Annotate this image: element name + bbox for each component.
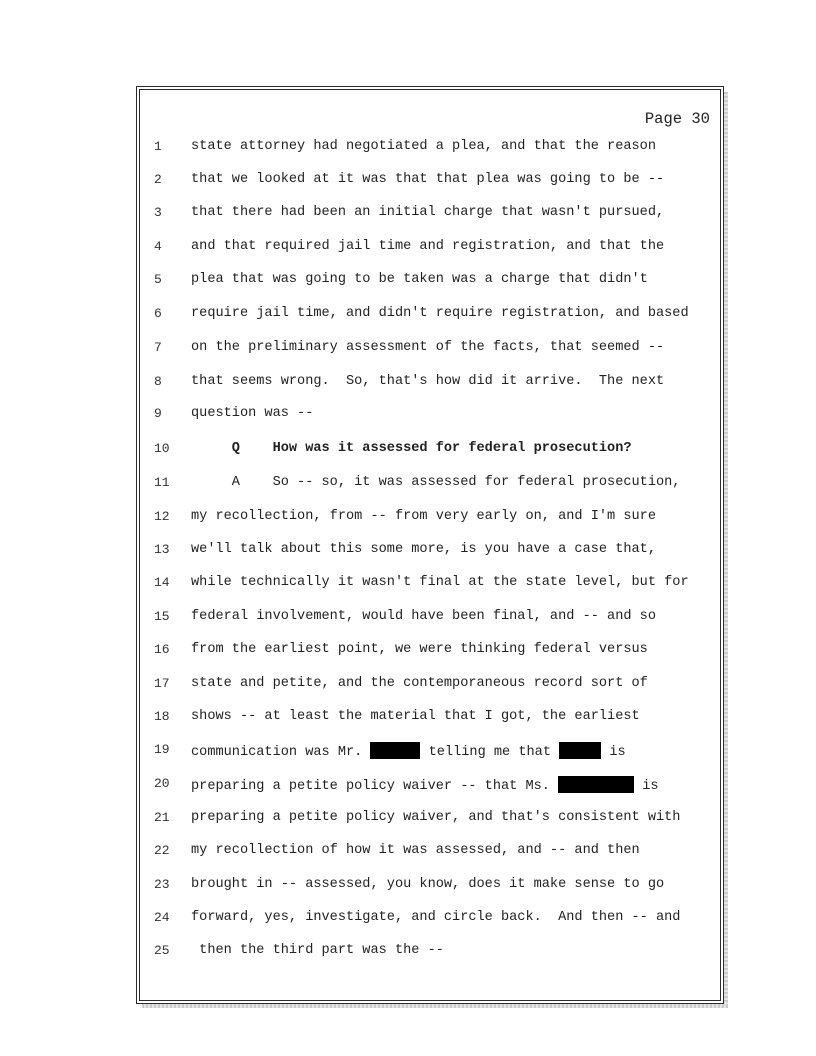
transcript-line bbox=[0, 843, 816, 863]
line-number: 15 bbox=[154, 609, 170, 624]
line-text: and that required jail time and registration, and that the bbox=[191, 239, 665, 254]
line-number: 14 bbox=[154, 575, 170, 590]
line-number: 11 bbox=[154, 475, 170, 490]
transcript-line bbox=[0, 509, 816, 529]
line-text: from the earliest point, we were thinking federal versus bbox=[191, 642, 648, 657]
redaction-box bbox=[558, 776, 634, 793]
line-text: that there had been an initial charge that wasn't pursued, bbox=[191, 205, 665, 220]
line-number: 10 bbox=[154, 441, 170, 456]
line-text: question was -- bbox=[191, 406, 314, 421]
line-number: 16 bbox=[154, 642, 170, 657]
line-text: forward, yes, investigate, and circle back. And then -- and bbox=[191, 910, 681, 925]
transcript-line bbox=[0, 575, 816, 595]
line-text: my recollection of how it was assessed, and -- and then bbox=[191, 843, 640, 858]
line-number: 13 bbox=[154, 542, 170, 557]
line-number: 12 bbox=[154, 509, 170, 524]
transcript-line bbox=[0, 406, 816, 426]
transcript-line bbox=[0, 340, 816, 360]
question-text: Q How was it assessed for federal prosecution? bbox=[191, 441, 632, 456]
line-text: communication was Mr. telling me that is bbox=[191, 742, 626, 760]
line-number: 23 bbox=[154, 877, 170, 892]
line-number: 24 bbox=[154, 910, 170, 925]
line-text: while technically it wasn't final at the state level, but for bbox=[191, 575, 689, 590]
line-number: 20 bbox=[154, 776, 170, 791]
transcript-line bbox=[0, 943, 816, 963]
line-text: preparing a petite policy waiver, and that's consistent with bbox=[191, 810, 681, 825]
line-text: that seems wrong. So, that's how did it arrive. The next bbox=[191, 374, 665, 389]
transcript-line bbox=[0, 205, 816, 225]
line-number: 6 bbox=[154, 306, 162, 321]
line-text: brought in -- assessed, you know, does it make sense to go bbox=[191, 877, 665, 892]
line-number: 7 bbox=[154, 340, 162, 355]
transcript-line bbox=[0, 910, 816, 930]
line-text: plea that was going to be taken was a charge that didn't bbox=[191, 272, 648, 287]
transcript-line bbox=[0, 776, 816, 796]
line-text: shows -- at least the material that I got, the earliest bbox=[191, 709, 640, 724]
redaction-box bbox=[370, 742, 420, 759]
transcript-line bbox=[0, 676, 816, 696]
transcript-line bbox=[0, 877, 816, 897]
page-number: Page 30 bbox=[644, 110, 710, 128]
line-number: 1 bbox=[154, 139, 162, 154]
transcript-line bbox=[0, 374, 816, 394]
transcript-line bbox=[0, 272, 816, 292]
transcript-line bbox=[0, 642, 816, 662]
page-border-shadow bbox=[142, 1004, 728, 1008]
line-number: 22 bbox=[154, 843, 170, 858]
answer-text: A So -- so, it was assessed for federal prosecution, bbox=[191, 475, 681, 490]
line-number: 17 bbox=[154, 676, 170, 691]
transcript-line bbox=[0, 239, 816, 259]
line-text: federal involvement, would have been final, and -- and so bbox=[191, 609, 656, 624]
line-number: 21 bbox=[154, 810, 170, 825]
transcript-line-question bbox=[0, 441, 816, 461]
line-number: 18 bbox=[154, 709, 170, 724]
line-text: state and petite, and the contemporaneous record sort of bbox=[191, 676, 648, 691]
line-number: 9 bbox=[154, 406, 162, 421]
transcript-line bbox=[0, 172, 816, 192]
line-number: 4 bbox=[154, 239, 162, 254]
line-text: on the preliminary assessment of the facts, that seemed -- bbox=[191, 340, 665, 355]
line-text: then the third part was the -- bbox=[191, 943, 444, 958]
line-text: require jail time, and didn't require registration, and based bbox=[191, 306, 689, 321]
transcript-line bbox=[0, 810, 816, 830]
line-text: that we looked at it was that that plea was going to be -- bbox=[191, 172, 665, 187]
line-number: 5 bbox=[154, 272, 162, 287]
transcript-line bbox=[0, 306, 816, 326]
transcript-line-answer bbox=[0, 475, 816, 495]
line-number: 2 bbox=[154, 172, 162, 187]
transcript-line bbox=[0, 542, 816, 562]
line-number: 19 bbox=[154, 742, 170, 757]
line-number: 3 bbox=[154, 205, 162, 220]
redaction-box bbox=[559, 742, 601, 759]
line-number: 25 bbox=[154, 943, 170, 958]
transcript-line bbox=[0, 139, 816, 159]
line-text: preparing a petite policy waiver -- that Ms. is bbox=[191, 776, 659, 794]
line-text: state attorney had negotiated a plea, and that the reason bbox=[191, 139, 656, 154]
line-number: 8 bbox=[154, 374, 162, 389]
transcript-line bbox=[0, 609, 816, 629]
line-text: we'll talk about this some more, is you have a case that, bbox=[191, 542, 656, 557]
line-text: my recollection, from -- from very early on, and I'm sure bbox=[191, 509, 656, 524]
transcript-line bbox=[0, 742, 816, 762]
transcript-line bbox=[0, 709, 816, 729]
